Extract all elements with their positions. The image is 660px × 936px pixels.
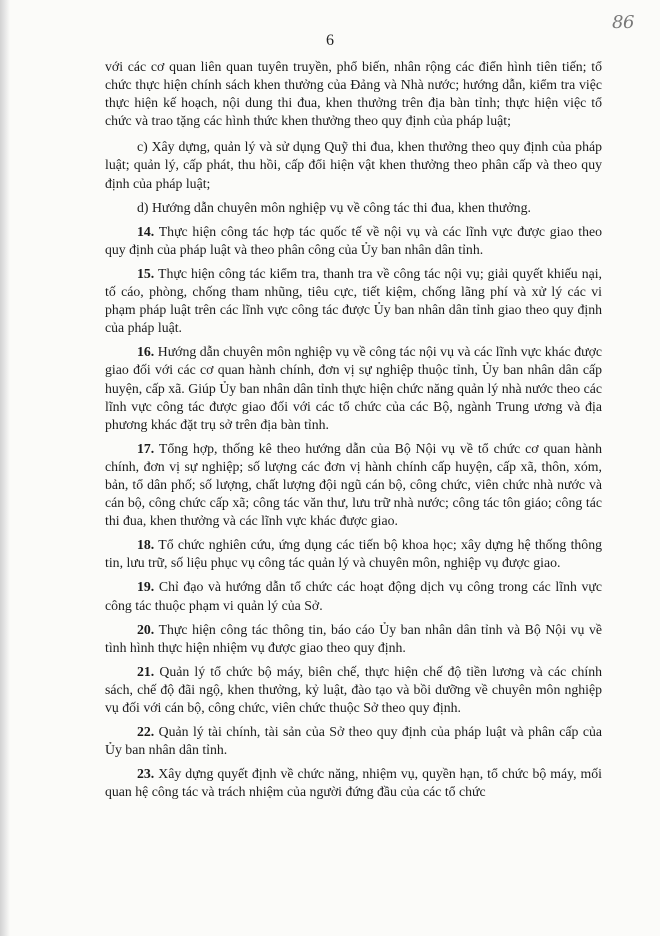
item-number: 20. (137, 621, 155, 637)
paragraph-text: Thực hiện công tác thông tin, báo cáo Ủy ban nhân dân tỉnh và Bộ Nội vụ về tình hình thực hiện nhiệm vụ được giao theo quy định. (105, 621, 602, 655)
item-number: 21. (137, 663, 155, 679)
item-number: 14. (137, 223, 155, 239)
item-number: 18. (137, 537, 155, 553)
paragraph-text: Tổng hợp, thống kê theo hướng dẫn của Bộ Nội vụ về tổ chức cơ quan hành chính, đơn vị sự nghiệp; số lượng các đơn vị hành chính cấp huyện, cấp xã, thôn, xóm, bản, tổ dân phố; số lượng, chất lượng đội ngũ cán bộ, công chức, viên chức nhà nước và cán bộ, công chức cấp xã; công tác văn thư, lưu trữ nhà nước; công tác tôn giáo; công tác thi đua, khen thưởng và các lĩnh vực khác được giao. (105, 440, 602, 529)
paragraph (105, 265, 602, 337)
paragraph-text: với các cơ quan liên quan tuyên truyền, phổ biến, nhân rộng các điển hình tiên tiến; tổ chức thực hiện chính sách khen thưởng của Đảng và Nhà nước; hướng dẫn, kiểm tra việc thực hiện kế hoạch, nội dung thi đua, khen thưởng trên địa bàn tỉnh; thực hiện việc tổ chức và trao tặng các hình thức khen thưởng theo quy định của pháp luật; (105, 59, 602, 129)
paragraph (105, 138, 602, 192)
page-number: 6 (326, 32, 334, 49)
paragraph (105, 343, 602, 433)
paragraph-text: Thực hiện công tác kiểm tra, thanh tra về công tác nội vụ; giải quyết khiếu nại, tố cáo, phòng, chống tham nhũng, tiêu cực, tiết kiệm, chống lãng phí và xử lý các vi phạm pháp luật trên các lĩnh vực công tác được Ủy ban nhân dân tỉnh giao theo quy định của pháp luật. (105, 265, 602, 336)
paragraph-text: Quản lý tài chính, tài sản của Sở theo quy định của pháp luật và phân cấp của Ủy ban nhân dân tỉnh. (105, 724, 602, 758)
paragraph-text: Xây dựng quyết định về chức năng, nhiệm vụ, quyền hạn, tổ chức bộ máy, mối quan hệ công tác và trách nhiệm của người đứng đầu của các tổ chức (105, 766, 602, 800)
paragraph (105, 723, 602, 759)
item-number: 16. (137, 344, 155, 360)
handwritten-page-mark: 86 (612, 12, 634, 33)
item-number: 15. (137, 265, 155, 281)
paragraph-text: d) Hướng dẫn chuyên môn nghiệp vụ về công tác thi đua, khen thưởng. (137, 199, 531, 215)
item-number: 23. (137, 766, 155, 782)
item-number: 22. (137, 724, 155, 740)
paragraph (105, 765, 602, 801)
paragraph (105, 536, 602, 572)
paragraph (105, 578, 602, 614)
paragraph (105, 621, 602, 657)
paragraph (105, 223, 602, 259)
paragraph-text: Tổ chức nghiên cứu, ứng dụng các tiến bộ khoa học; xây dựng hệ thống thông tin, lưu trữ, số liệu phục vụ công tác quản lý và chuyên môn, nghiệp vụ được giao. (105, 537, 602, 571)
paragraph-text: Chỉ đạo và hướng dẫn tổ chức các hoạt động dịch vụ công trong các lĩnh vực công tác thuộc phạm vi quản lý của Sở. (105, 579, 602, 613)
paragraph-text: Quản lý tổ chức bộ máy, biên chế, thực hiện chế độ tiền lương và các chính sách, chế độ đãi ngộ, khen thưởng, kỷ luật, đào tạo và bồi dưỡng về chuyên môn nghiệp vụ đối với cán bộ, công chức, viên chức thuộc Sở theo quy định. (105, 663, 603, 715)
document-body (105, 58, 602, 807)
item-number: 17. (137, 440, 155, 456)
paragraph-text: Hướng dẫn chuyên môn nghiệp vụ về công tác nội vụ và các lĩnh vực khác được giao đối với các cơ quan hành chính, đơn vị sự nghiệp thuộc tỉnh, Ủy ban nhân dân cấp huyện, cấp xã. Giúp Ủy ban nhân dân tỉnh thực hiện chức năng quản lý nhà nước theo các lĩnh vực công tác được giao đối với các tổ chức của các Bộ, ngành Trung ương và địa phương khác đặt trụ sở trên địa bàn tỉnh. (105, 344, 603, 432)
paragraph-text: Thực hiện công tác hợp tác quốc tế về nội vụ và các lĩnh vực được giao theo quy định của pháp luật và theo phân công của Ủy ban nhân dân tỉnh. (105, 223, 602, 257)
item-number: 19. (137, 579, 155, 595)
paragraph-text: c) Xây dựng, quản lý và sử dụng Quỹ thi đua, khen thưởng theo quy định của pháp luật; quản lý, cấp phát, thu hồi, cấp đổi hiện vật khen thưởng theo phân cấp và theo quy định của pháp luật; (105, 139, 602, 191)
paragraph (105, 58, 602, 130)
scan-edge-shadow (0, 0, 10, 936)
paragraph (105, 663, 602, 717)
paragraph (105, 440, 602, 530)
paragraph (105, 199, 602, 217)
